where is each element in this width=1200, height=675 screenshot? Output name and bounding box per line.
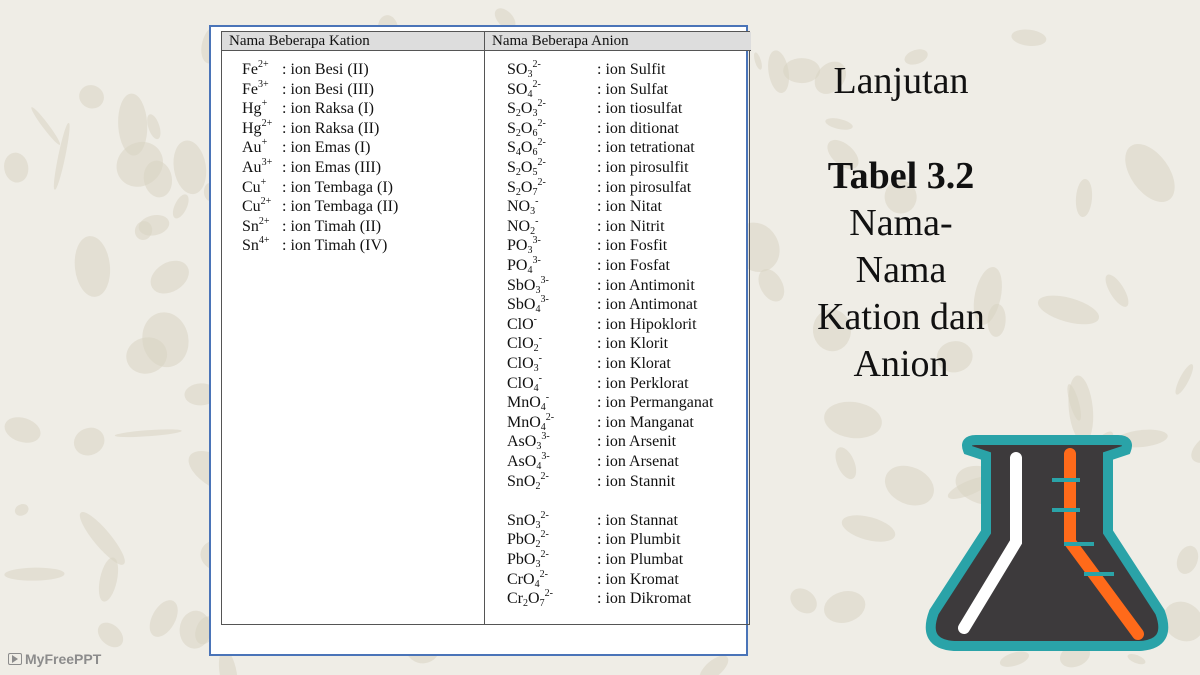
texture-blob [1115,136,1184,212]
ion-formula [507,236,541,256]
formula-subscript: 7 [532,186,538,198]
header-anion: Nama Beberapa Anion [492,33,629,49]
ion-charge: 3- [532,235,541,247]
ion-charge: 2- [537,117,546,129]
ion-formula [507,197,538,217]
formula-subscript: 4 [527,88,533,100]
formula-base: AsO [507,433,537,451]
formula-subscript: 2 [523,598,528,610]
ion-table [221,31,750,625]
texture-blob [1173,362,1197,397]
ion-formula [507,354,542,374]
ion-name: : ion Permanganat [597,394,714,412]
formula-subscript: 4 [540,421,546,433]
ion-name: : ion Fosfat [597,257,670,274]
ion-charge: 3- [540,294,549,306]
ion-charge: 2- [540,470,549,482]
ion-charge: 2+ [258,215,270,227]
ion-name: : ion Arsenit [597,433,677,451]
formula-subscript: 6 [532,127,538,139]
ion-charge: 2- [537,98,546,110]
ion-name: : ion Besi (II) [282,61,369,78]
ion-name: : ion Stannat [597,511,678,529]
ion-name: : ion Kromat [597,570,679,588]
texture-blob [75,508,131,570]
ion-formula [507,472,549,492]
ion-charge: 2- [539,568,548,580]
ion-formula [242,138,267,158]
ion-formula [507,589,553,609]
formula-base: PbO [507,551,536,568]
ion-name: : ion Dikromat [597,590,692,608]
ion-charge: 2- [532,78,541,90]
formula-subscript: 3 [527,245,533,257]
formula-base: S [507,159,516,176]
ion-charge: 2- [540,509,549,521]
texture-blob [752,52,763,71]
ion-name: : ion Antimonit [597,276,695,294]
ion-formula [507,550,549,570]
slide-subtitle: Lanjutan [833,60,969,102]
ion-name: : ion Klorit [597,335,669,353]
ion-charge: 3- [532,255,541,266]
ion-charge: + [260,176,267,188]
ion-charge: - [538,372,543,384]
ion-name: : ion Besi (III) [282,80,374,98]
texture-blob [1074,178,1092,217]
ion-name: : ion Arsenat [597,453,679,470]
formula-base: Au [242,139,262,157]
ion-name: : ion tetrationat [597,139,695,157]
ion-name: : ion tiosulfat [597,100,683,118]
texture-blob [145,113,163,141]
ion-charge: 2- [540,549,549,560]
formula-base: PO [507,257,528,274]
ion-name: : ion Antimonat [597,296,698,314]
ion-charge: - [533,313,538,325]
formula-base: O [520,119,533,137]
ion-charge: 2- [545,411,555,423]
header-cation: Nama Beberapa Kation [222,32,485,50]
ion-formula [507,413,554,433]
texture-blob [1185,415,1200,471]
formula-base: SbO [507,296,536,314]
texture-blob [93,618,128,652]
formula-subscript: 3 [530,206,536,218]
ion-charge: 2+ [258,59,269,70]
ion-charge: 2- [537,157,546,168]
formula-base: O [520,139,533,157]
formula-base: Hg [242,100,262,118]
ion-name: : ion Tembaga (II) [282,198,399,216]
formula-subscript: 4 [533,382,539,394]
formula-subscript: 3 [535,559,541,570]
formula-subscript: 4 [536,461,542,472]
ion-formula [242,236,270,256]
formula-subscript: 2 [515,167,521,178]
formula-base: S [507,139,516,157]
texture-blob [820,586,869,627]
ion-name: : ion Emas (III) [282,159,382,176]
texture-blob [52,122,72,190]
ion-charge: 2- [537,176,546,188]
ion-name: : ion pirosulfat [597,178,692,196]
formula-base: ClO [507,335,534,353]
formula-base: Fe [242,80,258,98]
ion-formula [242,80,269,100]
formula-base: NO [507,217,531,235]
ion-formula [242,178,266,198]
ion-formula [242,99,267,119]
ion-formula [507,452,550,472]
texture-blob [1011,27,1048,47]
ion-name: : ion Plumbit [597,531,681,549]
formula-subscript: 4 [527,265,533,276]
formula-base: S [507,119,516,137]
formula-base: SO [507,61,528,78]
formula-subscript: 2 [535,539,541,551]
ion-name: : ion Timah (II) [282,217,382,235]
ion-charge: - [545,392,550,404]
ion-charge: 3+ [261,157,273,168]
ion-charge: 2- [540,529,549,541]
formula-base: Sn [242,217,259,235]
texture-blob [177,609,212,650]
formula-base: Sn [242,237,259,255]
formula-base: SnO [507,511,536,529]
slide-text-panel [790,58,1012,388]
texture-blob [95,556,121,603]
ion-formula [507,295,549,315]
caption-line: Nama [855,249,947,291]
table-number: Tabel 3.2 [827,155,975,197]
formula-base: PbO [507,531,536,549]
texture-blob [1101,272,1132,311]
ion-formula [507,178,546,198]
ion-name: : ion Klorat [597,355,671,372]
caption-line: Kation dan [817,296,985,338]
texture-blob [170,192,192,220]
formula-base: Cu [242,178,261,196]
watermark-logo [8,651,101,667]
ion-formula [507,511,549,531]
formula-subscript: 6 [532,147,538,159]
ion-table-frame [209,25,748,656]
texture-blob [144,255,194,301]
ion-charge: 2+ [261,117,273,129]
ion-formula [507,315,537,335]
ion-formula [507,80,541,100]
formula-base: SO [507,80,528,98]
ion-formula [507,334,542,354]
ion-name: : ion Emas (I) [282,139,371,157]
texture-blob [2,413,45,448]
ion-name: : ion Timah (IV) [282,237,388,255]
ion-formula [507,256,541,276]
formula-base: SnO [507,472,536,490]
formula-subscript: 2 [535,480,541,492]
formula-subscript: 3 [527,69,533,80]
texture-blob [69,423,108,460]
ion-charge: 2- [544,588,553,600]
ion-formula [507,119,546,139]
texture-blob [75,81,108,112]
ion-charge: 3- [540,274,549,286]
ion-charge: 4+ [258,235,270,247]
flask-icon [924,432,1170,654]
formula-base: Hg [242,119,262,137]
formula-base: PO [507,237,528,255]
ion-formula [507,138,546,158]
formula-base: Cr [507,590,523,608]
ion-name: : ion Plumbat [597,551,684,568]
formula-base: ClO [507,374,534,392]
formula-subscript: 2 [530,225,536,237]
column-divider [484,32,485,625]
formula-base: SbO [507,276,536,294]
ion-formula [507,530,549,550]
formula-base: ClO [507,315,534,333]
texture-blob [785,583,822,619]
formula-base: O [520,159,533,176]
ion-formula [507,432,550,452]
ion-name: : ion Nitat [597,198,662,216]
ion-formula [242,60,269,80]
ion-formula [507,374,542,394]
formula-subscript: 4 [540,402,546,414]
formula-base: CrO [507,570,535,588]
ion-name: : ion Sulfit [597,61,666,78]
texture-blob [29,106,62,148]
ion-formula [242,197,271,217]
ion-charge: - [535,215,539,227]
formula-subscript: 4 [535,304,541,316]
play-icon [8,653,22,665]
texture-blob [145,595,184,641]
formula-subscript: 3 [532,108,538,120]
ion-charge: - [538,333,543,345]
ion-formula [242,158,272,178]
formula-base: Cu [242,198,261,216]
texture-blob [822,398,884,441]
ion-formula [242,119,272,139]
formula-base: Fe [242,61,258,78]
ion-name: : ion ditionat [597,119,679,137]
ion-charge: - [535,196,539,208]
formula-base: Au [242,159,262,176]
texture-blob [3,568,64,582]
formula-subscript: 2 [515,108,521,120]
ion-formula [507,60,541,80]
formula-base: S [507,100,516,118]
ion-charge: + [261,137,268,149]
formula-base: MnO [507,394,541,412]
texture-blob [72,234,113,298]
formula-subscript: 2 [533,343,539,355]
ion-name: : ion Manganat [597,413,694,431]
ion-name: : ion pirosulfit [597,159,689,176]
formula-subscript: 3 [535,284,541,296]
formula-base: NO [507,198,531,216]
texture-blob [831,444,860,482]
ion-charge: + [261,98,268,110]
formula-subscript: 3 [536,441,542,453]
texture-blob [1173,543,1200,577]
texture-blob [1035,290,1103,330]
formula-subscript: 4 [515,147,521,159]
formula-base: MnO [507,413,541,431]
ion-charge: 2- [532,59,541,70]
formula-base: O [520,100,533,118]
formula-subscript: 4 [534,578,540,590]
formula-subscript: 3 [535,519,541,531]
ion-name: : ion Nitrit [597,217,665,235]
formula-base: S [507,178,516,196]
ion-name: : ion Hipoklorit [597,315,697,333]
ion-formula [507,393,549,413]
texture-blob [115,427,182,438]
table-header [222,32,751,51]
texture-blob [839,510,898,547]
ion-name: : ion Stannit [597,472,676,490]
ion-formula [507,276,549,296]
ion-name: : ion Sulfat [597,80,669,98]
ion-charge: - [538,353,543,364]
formula-subscript: 3 [533,363,539,374]
ion-name: : ion Raksa (II) [282,119,380,137]
caption-line: Anion [853,343,949,385]
ion-formula [507,217,538,237]
formula-base: O [528,590,540,608]
ion-name: : ion Raksa (I) [282,100,374,118]
watermark-text: MyFreePPT [25,651,102,667]
ion-charge: 2+ [260,196,272,208]
ion-formula [507,570,548,590]
ion-charge: 3- [541,451,550,462]
formula-subscript: 5 [532,167,538,178]
formula-base: AsO [507,453,537,470]
ion-name: : ion Fosfit [597,237,668,255]
caption-line: Nama- [849,202,953,244]
ion-formula [242,217,270,237]
ion-charge: 3+ [258,78,269,90]
formula-subscript: 2 [515,127,521,139]
ion-formula [507,158,546,178]
formula-subscript: 7 [539,598,545,610]
ion-name: : ion Perklorat [597,374,689,392]
formula-subscript: 2 [515,186,521,198]
ion-charge: 2- [537,137,546,149]
ion-charge: 3- [541,431,550,443]
ion-formula [507,99,546,119]
texture-blob [14,502,31,518]
ion-name: : ion Tembaga (I) [282,178,393,196]
formula-base: O [520,178,533,196]
texture-blob [2,152,31,185]
formula-base: ClO [507,355,534,372]
texture-blob [765,49,792,95]
